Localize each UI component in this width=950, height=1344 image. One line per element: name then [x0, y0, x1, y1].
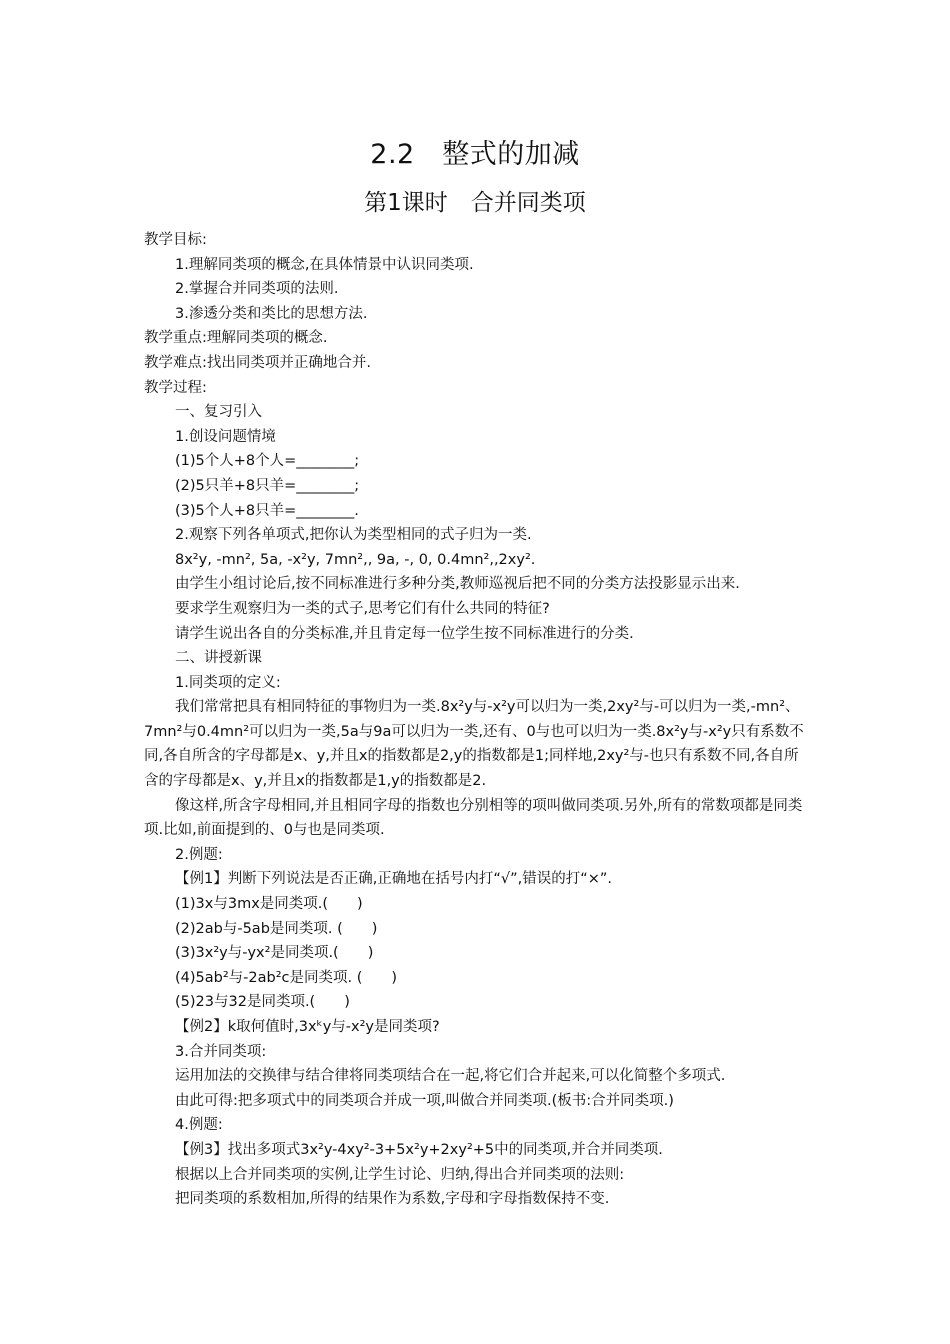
text-line: 由学生小组讨论后,按不同标准进行多种分类,教师巡视后把不同的分类方法投影显示出来.: [175, 576, 740, 593]
text-line: 3.合并同类项:: [175, 1043, 267, 1060]
page-title: 2.2 整式的加减: [370, 139, 580, 170]
text-line: 教学过程:: [144, 379, 207, 396]
text-line: 教学重点:理解同类项的概念.: [144, 330, 328, 347]
definition-paragraph: 像这样,所含字母相同,并且相同字母的指数也分别相等的项叫做同类项.另外,所有的常数项都是同类项.比如,前面提到的、0与也是同类项.: [144, 797, 803, 839]
text-line: (1)5个人+8个人=________;: [175, 453, 360, 470]
text-line: 二、讲授新课: [175, 650, 262, 667]
definition-paragraph: 我们常常把具有相同特征的事物归为一类.8x²y与-x²y可以归为一类,2xy²与-可以归为一类,-mn²、7mn²与0.4mn²可以归为一类,5a与9a可以归为一类,还有、0与也可以归为一类.8x²y与-x²y只有系数不同,各自所含的字母都是x、y,并且x的指数都是2,y的指数都是1;同样地,2xy²与-也只有系数不同,各自所含的字母都是x、y,并且x的指数都是1,y的指数都是2.: [144, 699, 804, 790]
text-line: (5)23与32是同类项.( ): [175, 994, 350, 1011]
text-line: 一、复习引入: [175, 404, 262, 421]
text-line: 【例1】判断下列说法是否正确,正确地在括号内打“√”,错误的打“×”.: [175, 871, 612, 888]
text-line: 4.例题:: [175, 1117, 223, 1134]
text-line: 8x²y, -mn², 5a, -x²y, 7mn²,, 9a, -, 0, 0.4mn²,,2xy².: [175, 551, 536, 568]
text-line: 2.观察下列各单项式,把你认为类型相同的式子归为一类.: [175, 527, 532, 544]
text-line: (2)5只羊+8只羊=________;: [175, 477, 360, 494]
text-line: 要求学生观察归为一类的式子,思考它们有什么共同的特征?: [175, 600, 550, 617]
text-line: 3.渗透分类和类比的思想方法.: [175, 305, 368, 322]
text-line: 把同类项的系数相加,所得的结果作为系数,字母和字母指数保持不变.: [175, 1191, 610, 1208]
text-line: (3)3x²y与-yx²是同类项.( ): [175, 945, 374, 962]
text-line: 2.掌握合并同类项的法则.: [175, 281, 339, 298]
text-line: 教学目标:: [144, 232, 207, 248]
text-line: 【例3】找出多项式3x²y-4xy²-3+5x²y+2xy²+5中的同类项,并合并同类项.: [175, 1141, 663, 1158]
text-line: 1.同类项的定义:: [175, 674, 281, 691]
text-line: (3)5个人+8只羊=________.: [175, 502, 359, 519]
text-line: 运用加法的交换律与结合律将同类项结合在一起,将它们合并起来,可以化简整个多项式.: [175, 1068, 726, 1085]
text-line: 根据以上合并同类项的实例,让学生讨论、归纳,得出合并同类项的法则:: [175, 1166, 625, 1183]
text-line: 由此可得:把多项式中的同类项合并成一项,叫做合并同类项.(板书:合并同类项.): [175, 1092, 674, 1109]
text-line: 请学生说出各自的分类标准,并且肯定每一位学生按不同标准进行的分类.: [175, 625, 634, 642]
text-line: (4)5ab²与-2ab²c是同类项. ( ): [175, 969, 398, 986]
text-line: (1)3x与3mx是同类项.( ): [175, 896, 363, 913]
text-line: 【例2】k取何值时,3xᵏy与-x²y是同类项?: [175, 1019, 440, 1035]
text-line: (2)2ab与-5ab是同类项. ( ): [175, 920, 378, 937]
text-line: 2.例题:: [175, 846, 223, 863]
text-line: 教学难点:找出同类项并正确地合并.: [144, 354, 371, 371]
text-line: 1.创设问题情境: [175, 428, 276, 445]
page-subtitle: 第1课时 合并同类项: [364, 190, 586, 216]
document-body: [144, 228, 804, 1212]
text-line: 1.理解同类项的概念,在具体情景中认识同类项.: [175, 256, 474, 273]
